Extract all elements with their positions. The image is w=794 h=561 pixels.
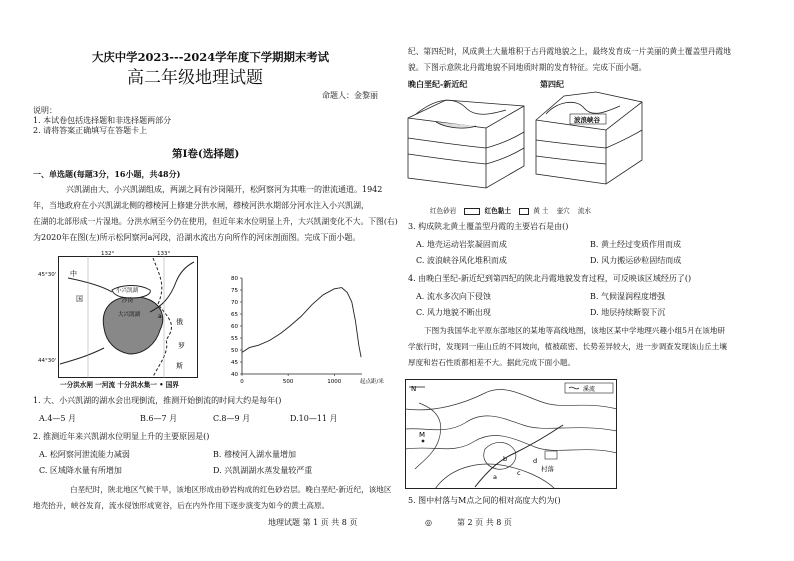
question-stem: 2. 推测近年来兴凯湖水位明显上升的主要原因是() xyxy=(33,432,210,441)
legend-item: 红色砂岩 xyxy=(430,207,457,215)
village-symbol xyxy=(545,451,557,459)
answer-option: C.8—9 月 xyxy=(213,414,251,423)
answer-option: B. 气候湿润程度增强 xyxy=(590,292,665,301)
answer-option: A. 地壳运动岩浆凝固而成 xyxy=(416,240,507,249)
contour-map xyxy=(405,379,617,489)
answer-option: D.10—11 月 xyxy=(290,414,338,423)
place-label: 国 xyxy=(76,295,83,303)
answer-option: D. 兴凯湖湖水蒸发量较严重 xyxy=(213,466,313,475)
answer-option: A. 流水多次向下侵蚀 xyxy=(416,292,491,301)
landform-block-diagram xyxy=(406,88,646,198)
x-tick-label: 500 xyxy=(282,379,294,385)
y-tick-label: 75 xyxy=(231,288,238,294)
point-label: c xyxy=(517,469,521,477)
village-label: 村落 xyxy=(541,465,554,473)
answer-option: A.4—5 月 xyxy=(39,414,77,423)
answer-option: C. 风力地貌不断出现 xyxy=(416,308,491,317)
passage-line: 地壳抬升，峡谷发育，流水侵蚀形成宽谷，后在内外作用下逐步演变为如今的黄土高原。 xyxy=(33,501,330,510)
block-late xyxy=(536,92,642,184)
legend-item: 壶穴 xyxy=(556,207,570,215)
north-label: N xyxy=(411,385,417,393)
map-frame xyxy=(406,380,617,489)
answer-option: D. 地层持续断裂下沉 xyxy=(590,308,666,317)
note-item: 2. 请将答案正确填写在答题卡上 xyxy=(33,126,148,135)
passage-line: 厚度和岩石性质都相差不大。据此完成下面小题。 xyxy=(408,358,576,367)
point-M xyxy=(422,440,425,443)
note-item: 1. 本试卷包括选择题和非选择题两部分 xyxy=(33,116,172,125)
y-tick-label: 50 xyxy=(231,348,238,354)
lake-location-map xyxy=(58,256,198,378)
x-tick-label: 0 xyxy=(240,379,244,385)
answer-option: B. 穆棱河入湖水量增加 xyxy=(213,450,296,459)
place-label: 斯 xyxy=(176,362,183,370)
legend-item: 黄 土 xyxy=(533,207,549,215)
passage-line: 白垩纪时，陕北地区气候干旱，该地区形成由砂岩构成的红色砂岩层。晚白垩纪-新近纪，该地区 xyxy=(70,485,392,494)
diagram-label: 第四纪 xyxy=(540,79,564,89)
point-label: b xyxy=(503,455,508,463)
passage-line: 在湖的北部形成一片湿地。分洪水闸至今仍在使用，但近年来水位明显上升，大兴凯湖变化不大。下图(右) xyxy=(33,217,398,226)
profile-line xyxy=(242,288,361,358)
block-early xyxy=(408,100,524,188)
diagram-legend xyxy=(430,205,591,215)
legend-item: 流水 xyxy=(577,207,592,215)
answer-option: B. 黄土经过变质作用而成 xyxy=(590,240,681,249)
question-stem: 3. 构成陕北黄土覆盖型丹霞的主要岩石是由() xyxy=(408,222,569,231)
page-footer-right: 第 2 页 共 8 页 xyxy=(457,518,512,527)
passage-line: 下图为我国华北平原东部地区的某地等高线地图，该地区某中学地理兴趣小组5月在该地研 xyxy=(424,326,725,335)
section-title: 第Ⅰ卷(选择题) xyxy=(172,148,240,160)
answer-option: D. 风力搬运砂粒固结而成 xyxy=(590,256,682,265)
lon-label: 133° xyxy=(157,251,171,257)
point-label: d xyxy=(533,457,538,465)
diagram-inside-label: 波浪峡谷 xyxy=(574,116,600,124)
y-tick-label: 65 xyxy=(231,312,238,318)
answer-option: B.6—7 月 xyxy=(140,414,178,423)
section-part: 一、单选题(每题3分，16小题，共48分) xyxy=(33,169,181,179)
question-stem: 1. 大、小兴凯湖的湖水会出现倒流，推测开始倒流的时间大约是每年() xyxy=(33,396,282,405)
y-tick-label: 55 xyxy=(231,336,238,342)
place-label: 罗 xyxy=(178,342,185,350)
legend-swatch xyxy=(464,208,480,215)
school-title: 大庆中学2023---2024学年度下学期期末考试 xyxy=(92,50,330,64)
page-footer-mid: ◎ xyxy=(425,518,432,527)
notes-heading: 说明： xyxy=(33,106,57,115)
passage-line: 为2020年在图(左)所示松阿察河a河段，沿湖水流出方向所作的河床剖面图。完成下面小题。 xyxy=(33,233,361,242)
lake-label: 大兴凯湖 xyxy=(118,312,141,318)
y-tick-label: 60 xyxy=(231,324,238,330)
answer-option: C. 区域降水量有所增加 xyxy=(39,466,122,475)
passage-line: 貌。下图示意陕北丹霞地貌不同地质时期的发育特征。完成下面小题。 xyxy=(408,63,647,72)
answer-option: C. 波浪峡谷风化堆积而成 xyxy=(416,256,507,265)
diagram-label: 晚白垩纪-新近纪 xyxy=(408,79,468,89)
page-footer-left: 地理试题 第 1 页 共 8 页 xyxy=(268,518,358,527)
passage-line: 年，当地政府在小兴凯湖北侧的穆棱河上修建分洪水闸，穆棱河洪水期部分河水注入小兴凯湖， xyxy=(33,201,369,210)
place-label: 俄 xyxy=(176,318,183,326)
passage-line: 兴凯湖由大、小兴凯湖组成，两湖之间有沙岗隔开，松阿察河为其唯一的泄流通道。1942 xyxy=(66,185,383,194)
lake-label: 沙岗 xyxy=(122,298,134,304)
lake-label: 小兴凯湖 xyxy=(116,288,139,294)
legend-item: 红色黏土 xyxy=(484,207,511,215)
exam-title: 高二年级地理试题 xyxy=(127,68,263,88)
passage-line: 纪、第四纪时，风成黄土大量堆积于古丹霞地貌之上，最终发育成一片美丽的黄土覆盖型丹霞地 xyxy=(408,47,731,56)
point-label: a xyxy=(493,473,497,481)
y-tick-label: 80 xyxy=(231,276,238,282)
question-stem: 4. 由晚白垩纪-新近纪到第四纪的陕北丹霞地貌发育过程，可反映该区域经历了() xyxy=(408,274,692,283)
river-profile-chart xyxy=(222,272,384,390)
question-stem: 5. 图中村落与M点之间的相对高度大约为() xyxy=(408,496,561,505)
x-axis-label: 起点距/米 xyxy=(360,379,384,385)
legend-label: 溪流 xyxy=(583,386,596,393)
y-tick-label: 40 xyxy=(231,372,238,378)
lat-label: 45°30' xyxy=(38,272,57,278)
point-label: M xyxy=(419,431,426,439)
place-label: 中 xyxy=(70,270,77,278)
lat-label: 44°30' xyxy=(38,358,57,364)
lon-label: 132° xyxy=(101,251,115,257)
passage-line: 学旅行时，发现同一座山丘的不同坡向，植被疏密、长势差异较大，进一步调查发现该山丘土壤 xyxy=(408,342,727,351)
author-line: 命题人：金黎丽 xyxy=(322,91,378,100)
map-legend: 一分洪水闸 一河流 十分洪水集一 • 国界 xyxy=(60,381,179,389)
legend-swatch xyxy=(519,208,529,215)
answer-option: A. 松阿察河泄流能力减弱 xyxy=(39,450,130,459)
y-tick-label: 70 xyxy=(231,300,238,306)
y-tick-label: 45 xyxy=(231,360,238,366)
x-tick-label: 1000 xyxy=(327,379,342,385)
river-label: a xyxy=(158,313,162,320)
